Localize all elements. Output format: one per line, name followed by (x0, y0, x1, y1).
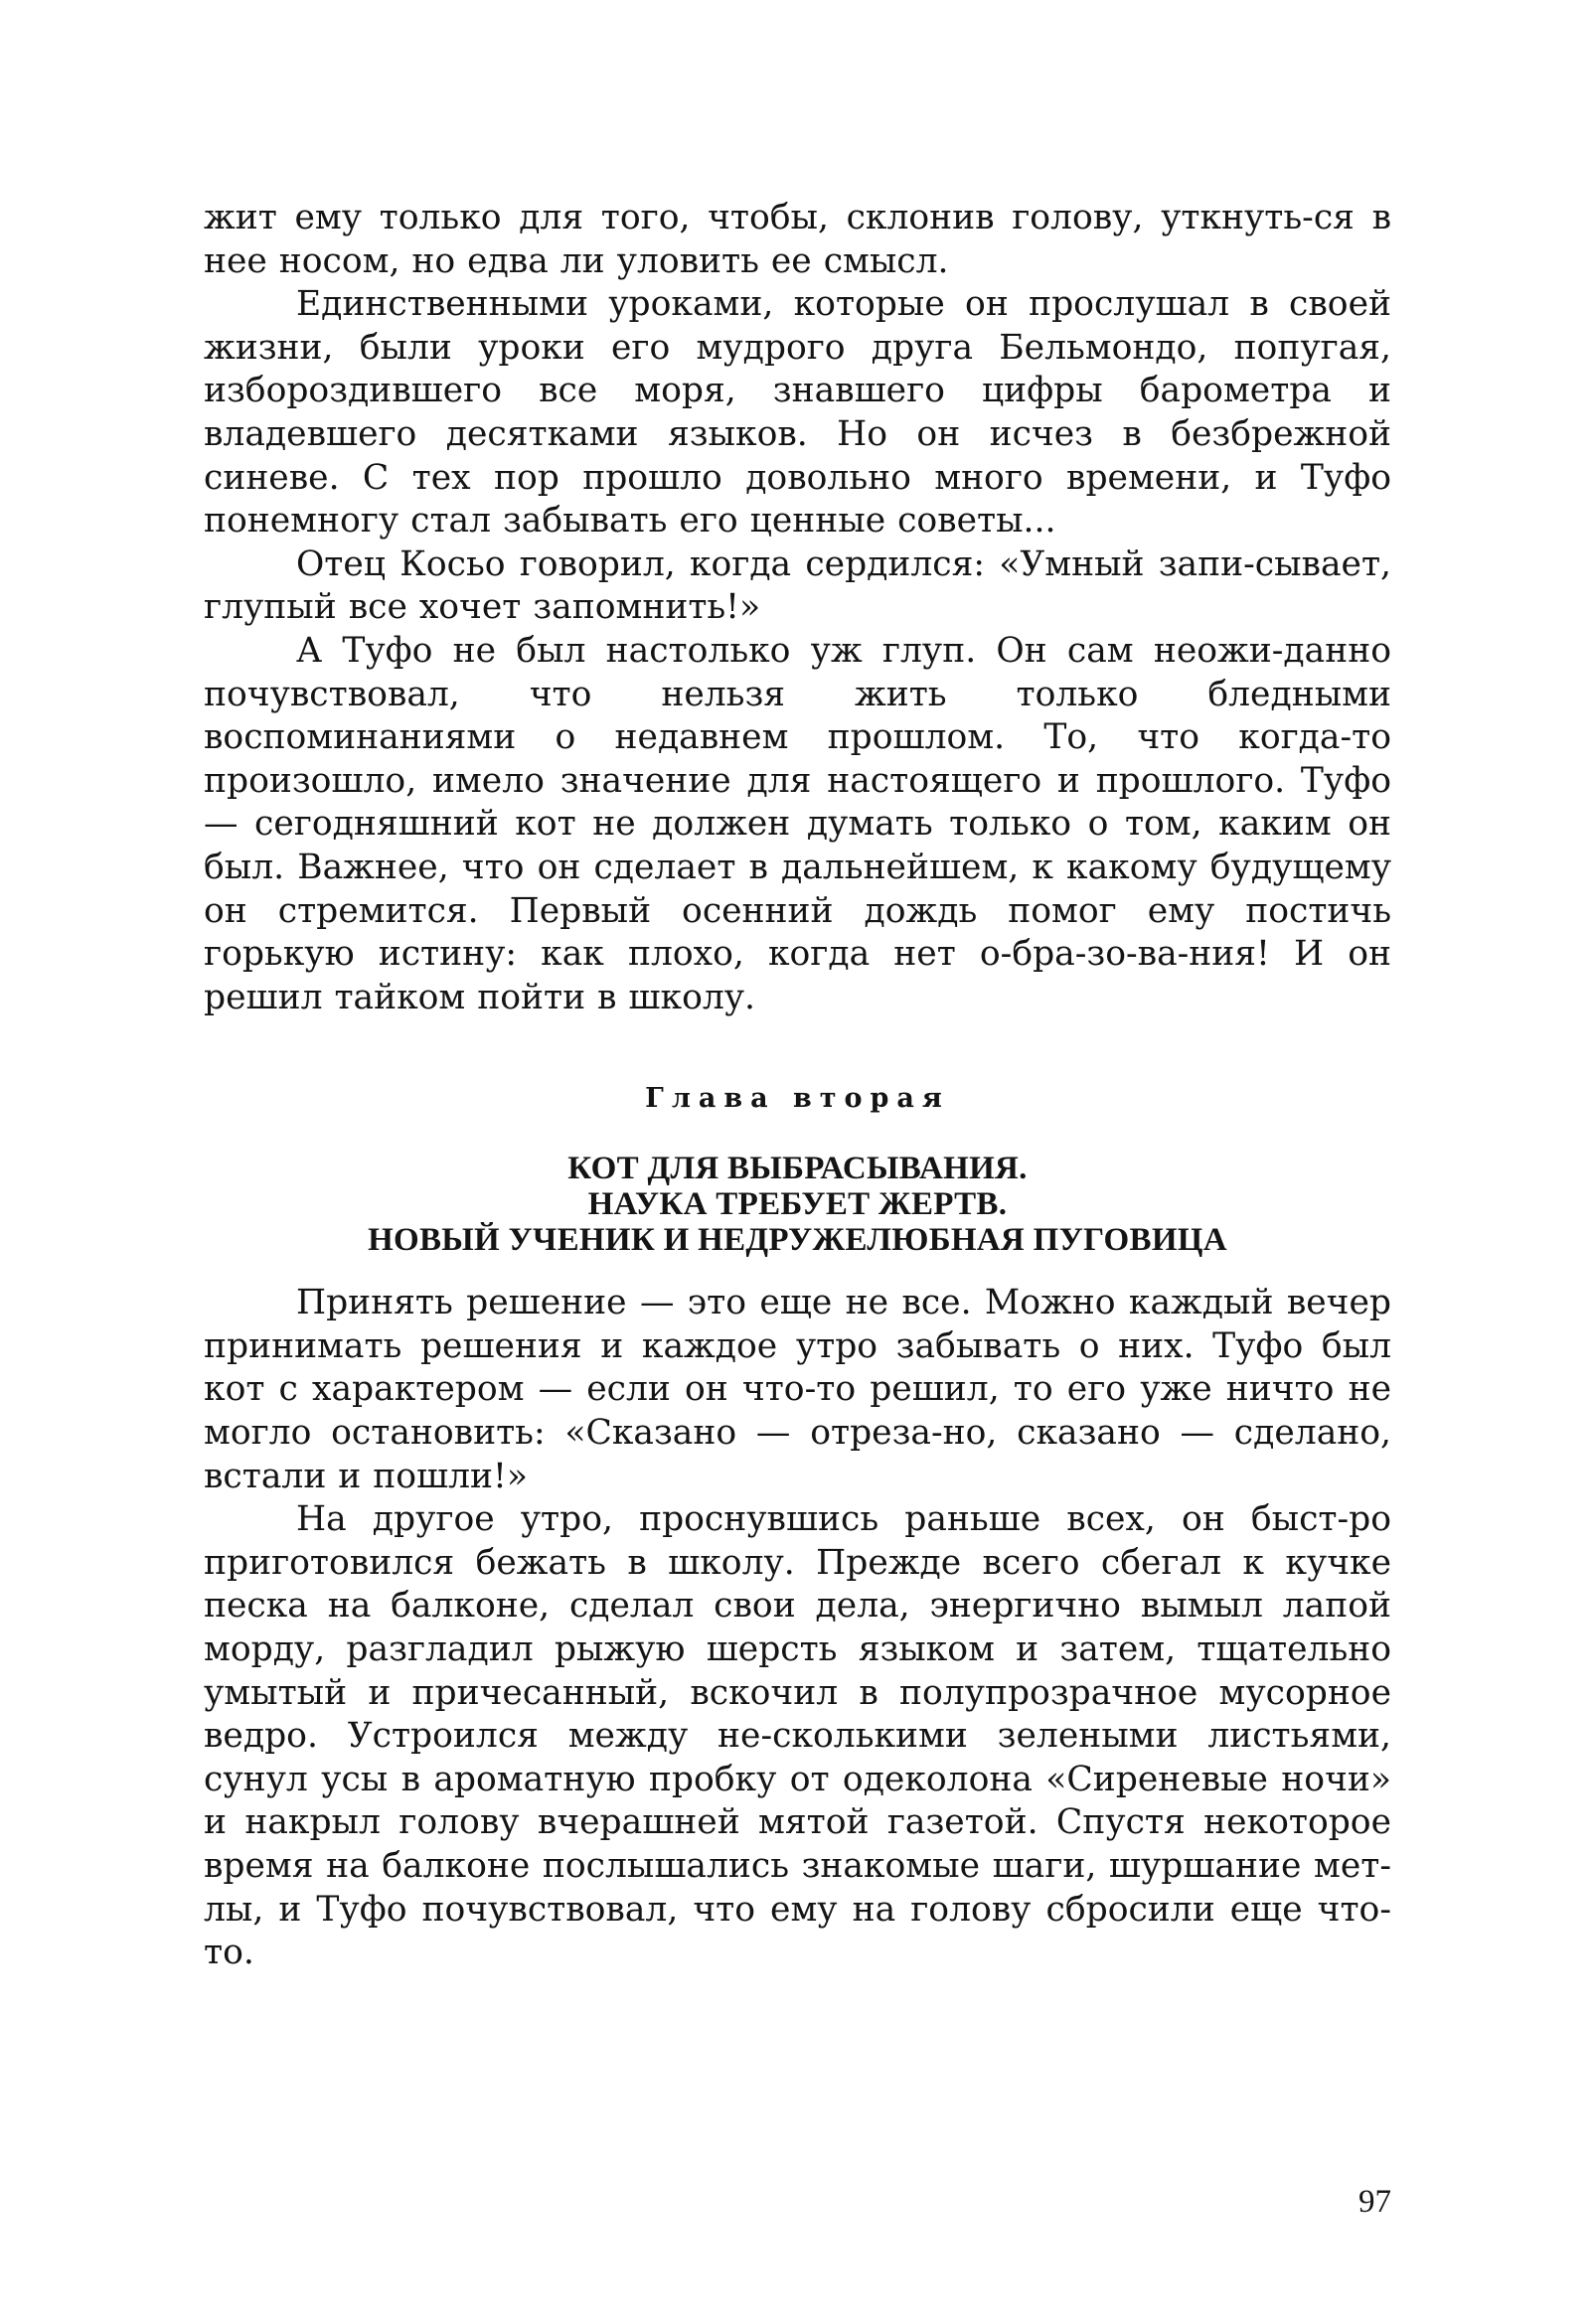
paragraph-decision: Принять решение — это еще не все. Можно каждый вечер принимать решения и каждое утро забывать о них. Туфо был кот с характером — если он что-то решил, то его уже ничто не могло остановить: «Сказано — отреза-но, сказано — сделано, встали и пошли!» (204, 1283, 1391, 1496)
paragraph-belmondo-lessons: Единственными уроками, которые он прослушал в своей жизни, были уроки его мудрого друга Бельмондо, попугая, избороздившего все моря, знавшего цифры барометра и владевшего десятками языков. Но он исчез в безбрежной синеве. С тех пор прошло довольно много времени, и Туфо понемногу стал забывать его ценные советы... (204, 284, 1391, 542)
chapter-title-line: НОВЫЙ УЧЕНИК И НЕДРУЖЕЛЮБНАЯ ПУГОВИЦА (368, 1222, 1227, 1259)
chapter-title-line: НАУКА ТРЕБУЕТ ЖЕРТВ. (587, 1186, 1008, 1223)
paragraph-father-kosyo: Отец Косьо говорил, когда сердился: «Умный запи-сывает, глупый все хочет запомнить!» (204, 543, 1391, 628)
chapter-label: Глава вторая (645, 1083, 950, 1115)
chapter-title-line: КОТ ДЛЯ ВЫБРАСЫВАНИЯ. (567, 1151, 1028, 1187)
book-page (204, 197, 1391, 1975)
page-number: 97 (1358, 2184, 1391, 2220)
chapter-title (204, 1151, 1391, 1258)
paragraph-morning: На другое утро, проснувшись раньше всех, он быст-ро приготовился бежать в школу. Прежде всего сбегал к кучке песка на балконе, сделал свои дела, энергично вымыл лапой морду, разгладил рыжую шерсть языком и затем, тщательно умытый и причесанный, вскочил в полупрозрачное мусорное ведро. Устроился между не-сколькими зелеными листьями, сунул усы в ароматную пробку от одеколона «Сиреневые ночи» и накрыл голову вчерашней мятой газетой. Спустя некоторое время на балконе послышались знакомые шаги, шуршание мет-лы, и Туфо почувствовал, что ему на голову сбросили еще что-то. (204, 1499, 1391, 1973)
chapter-heading (204, 1081, 1391, 1258)
paragraph-continuation: жит ему только для того, чтобы, склонив голову, уткнуть-ся в нее носом, но едва ли уловить ее смысл. (204, 198, 1391, 281)
paragraph-tufo-decision: А Туфо не был настолько уж глуп. Он сам неожи-данно почувствовал, что нельзя жить только бледными воспоминаниями о недавнем прошлом. То, что когда-то произошло, имело значение для настоящего и прошлого. Туфо — сегодняшний кот не должен думать только о том, каким он был. Важнее, что он сделает в дальнейшем, к какому будущему он стремится. Первый осенний дождь помог ему постичь горькую истину: как плохо, когда нет о-бра-зо-ва-ния! И он решил тайком пойти в школу. (204, 630, 1391, 1017)
